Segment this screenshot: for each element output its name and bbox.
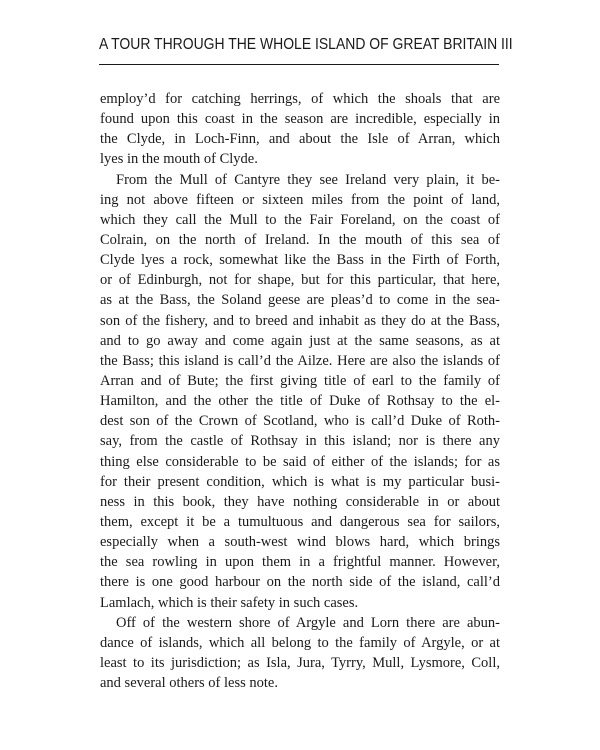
text-line: Colrain, on the north of Ireland. In the mouth of this sea of [100, 231, 500, 248]
text-line: them, except it be a tumultuous and dangerous sea for sailors, [100, 513, 500, 530]
paragraph [100, 613, 500, 694]
text-line: say, from the castle of Rothsay in this island; nor is there any [100, 433, 500, 450]
text-line: lyes in the mouth of Clyde. [100, 151, 258, 168]
text-line: ing not above fifteen or sixteen miles from the point of land, [100, 191, 500, 208]
running-head: A TOUR THROUGH THE WHOLE ISLAND OF GREAT BRITAIN III [99, 36, 513, 53]
text-line: Hamilton, and the other the title of Duke of Rothsay to the el- [100, 393, 500, 410]
text-line: dest son of the Crown of Scotland, who is call’d Duke of Roth- [100, 413, 500, 430]
text-line: ness in this book, they have nothing considerable in or about [100, 493, 500, 510]
text-line: thing else considerable to be said of either of the islands; for as [100, 453, 500, 470]
text-line: and several others of less note. [100, 675, 278, 692]
text-line: least to its jurisdiction; as Isla, Jura, Tyrry, Mull, Lysmore, Coll, [100, 654, 500, 671]
text-line: Clyde lyes a rock, somewhat like the Bass in the Firth of Forth, [100, 252, 500, 269]
text-line: son of the fishery, and to breed and inhabit as they do at the Bass, [100, 312, 500, 329]
text-line: or of Edinburgh, not for shape, but for this particular, that here, [100, 272, 500, 289]
text-line: found upon this coast in the season are incredible, especially in [100, 111, 500, 128]
text-line: there is one good harbour on the north side of the island, call’d [100, 574, 500, 591]
paragraph [100, 170, 500, 613]
text-line: especially when a south-west wind blows hard, which brings [100, 534, 500, 551]
text-line: employ’d for catching herrings, of which the shoals that are [100, 91, 500, 107]
text-line: From the Mull of Cantyre they see Ireland very plain, it be- [116, 171, 500, 188]
text-line: the Bass; this island is call’d the Ailze. Here are also the islands of [100, 352, 500, 369]
body-text [100, 89, 500, 693]
text-line: Off of the western shore of Argyle and Lorn there are abun- [116, 614, 500, 631]
text-line: and to go away and come again just at the same seasons, as at [100, 332, 500, 349]
text-line: which they call the Mull to the Fair Foreland, on the coast of [100, 211, 500, 228]
text-line: the Clyde, in Loch-Finn, and about the Isle of Arran, which [100, 131, 500, 148]
paragraph [100, 89, 500, 170]
header-rule [99, 64, 499, 65]
text-line: dance of islands, which all belong to the family of Argyle, or at [100, 634, 500, 651]
text-line: the sea rowling in upon them in a frightful manner. However, [100, 554, 500, 571]
text-line: Arran and of Bute; the first giving title of earl to the family of [100, 372, 500, 389]
text-line: Lamlach, which is their safety in such cases. [100, 594, 359, 611]
text-line: for their present condition, which is what is my particular busi- [100, 473, 500, 490]
text-line: as at the Bass, the Soland geese are pleas’d to come in the sea- [100, 292, 500, 309]
